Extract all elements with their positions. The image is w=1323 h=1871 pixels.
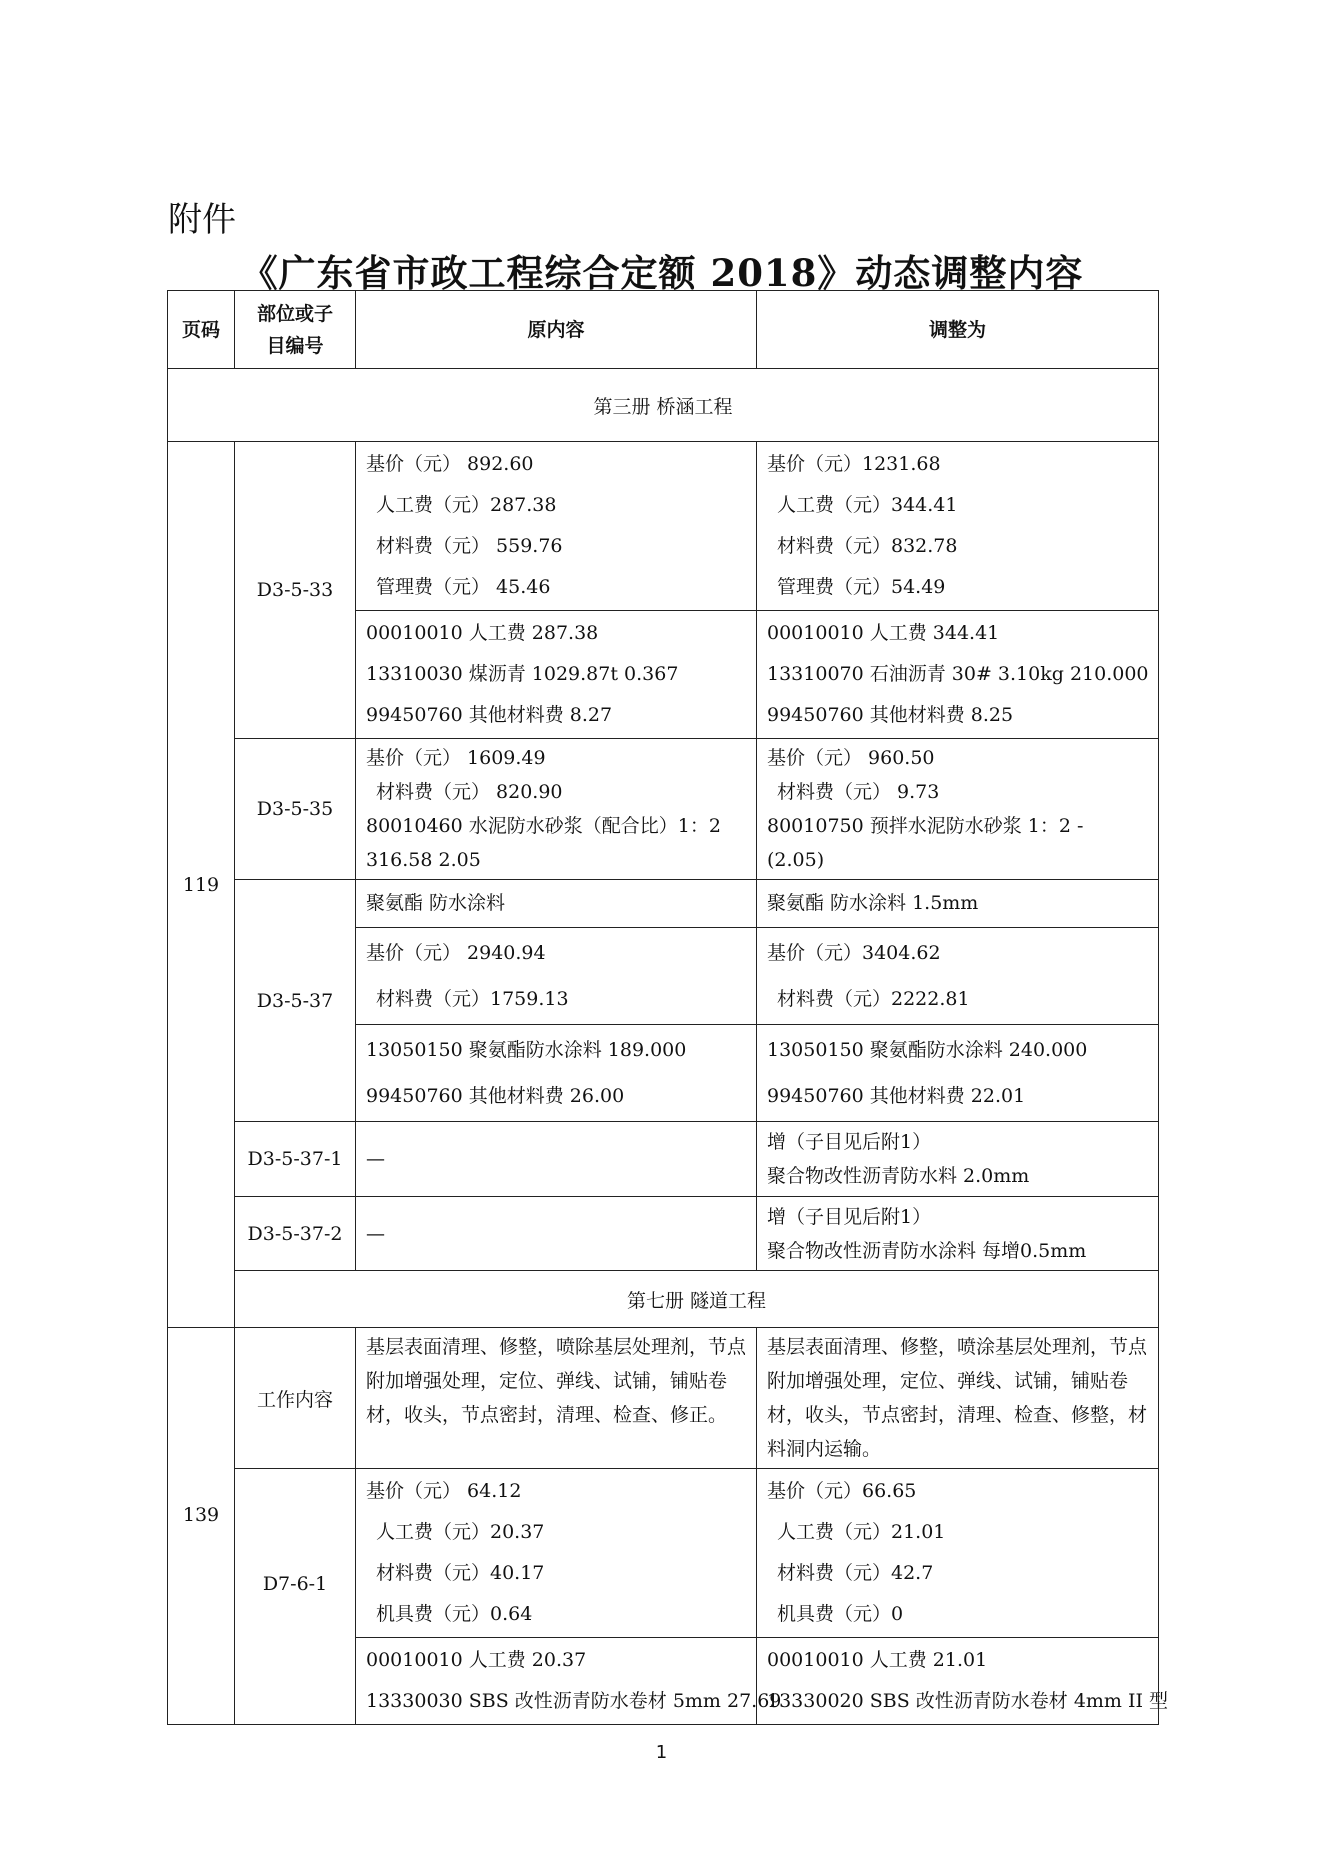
original-cell: 13050150 聚氨酯防水涂料 189.000 99450760 其他材料费 26.00 [356, 1025, 757, 1122]
original-cell: 聚氨酯 防水涂料 [356, 880, 757, 928]
table-row [168, 1328, 1159, 1469]
table-row [168, 1197, 1159, 1271]
original-cell: — [356, 1197, 757, 1271]
header-adjusted: 调整为 [757, 291, 1159, 369]
original-cell: — [356, 1122, 757, 1197]
table-row [168, 442, 1159, 611]
header-original: 原内容 [356, 291, 757, 369]
item-code: D3-5-33 [235, 442, 356, 739]
adjusted-cell: 00010010 人工费 21.01 13330020 SBS 改性沥青防水卷材 4mm II 型 [757, 1638, 1159, 1725]
table-header-row [168, 291, 1159, 369]
original-cell: 00010010 人工费 20.37 13330030 SBS 改性沥青防水卷材 5mm 27.69 [356, 1638, 757, 1725]
item-code: D3-5-37 [235, 880, 356, 1122]
page-number: 1 [655, 1742, 668, 1763]
adjusted-cell: 聚氨酯 防水涂料 1.5mm [757, 880, 1159, 928]
header-item: 部位或子 目编号 [235, 291, 356, 369]
adjusted-cell: 基价（元） 960.50 材料费（元） 9.73 80010750 预拌水泥防水砂浆 1：2 - (2.05) [757, 739, 1159, 880]
item-code: D7-6-1 [235, 1469, 356, 1725]
adjusted-cell: 基层表面清理、修整，喷涂基层处理剂，节点附加增强处理，定位、弹线、试铺，铺贴卷材，收头，节点密封，清理、检查、修整，材料洞内运输。 [757, 1328, 1159, 1469]
item-code: D3-5-37-1 [235, 1122, 356, 1197]
section-row [168, 369, 1159, 442]
section-bridge: 第三册 桥涵工程 [168, 369, 1159, 442]
document-title: 《广东省市政工程综合定额 2018》动态调整内容 [240, 251, 1084, 295]
original-cell: 基价（元） 1609.49 材料费（元） 820.90 80010460 水泥防水砂浆（配合比）1：2 316.58 2.05 [356, 739, 757, 880]
adjusted-cell: 增（子目见后附1） 聚合物改性沥青防水涂料 每增0.5mm [757, 1197, 1159, 1271]
original-cell: 00010010 人工费 287.38 13310030 煤沥青 1029.87t 0.367 99450760 其他材料费 8.27 [356, 611, 757, 739]
original-cell: 基层表面清理、修整，喷除基层处理剂，节点附加增强处理，定位、弹线、试铺，铺贴卷材，收头，节点密封，清理、检查、修正。 [356, 1328, 757, 1469]
page-cell: 119 [168, 442, 235, 1328]
item-code: D3-5-35 [235, 739, 356, 880]
original-cell: 基价（元） 2940.94 材料费（元）1759.13 [356, 928, 757, 1025]
page-cell: 139 [168, 1328, 235, 1725]
adjusted-cell: 基价（元）66.65 人工费（元）21.01 材料费（元）42.7 机具费（元）0 [757, 1469, 1159, 1638]
section-tunnel: 第七册 隧道工程 [235, 1271, 1159, 1328]
item-code: 工作内容 [235, 1328, 356, 1469]
table-row [168, 739, 1159, 880]
adjusted-cell: 增（子目见后附1） 聚合物改性沥青防水料 2.0mm [757, 1122, 1159, 1197]
table-row [168, 1122, 1159, 1197]
adjusted-cell: 00010010 人工费 344.41 13310070 石油沥青 30# 3.10kg 210.000 99450760 其他材料费 8.25 [757, 611, 1159, 739]
table-row [168, 1469, 1159, 1638]
adjustment-table [167, 290, 1169, 1725]
section-row [168, 1271, 1159, 1328]
adjusted-cell: 基价（元）1231.68 人工费（元）344.41 材料费（元）832.78 管理费（元）54.49 [757, 442, 1159, 611]
header-page: 页码 [168, 291, 235, 369]
adjusted-cell: 基价（元）3404.62 材料费（元）2222.81 [757, 928, 1159, 1025]
original-cell: 基价（元） 892.60 人工费（元）287.38 材料费（元） 559.76 管理费（元） 45.46 [356, 442, 757, 611]
item-code: D3-5-37-2 [235, 1197, 356, 1271]
adjusted-cell: 13050150 聚氨酯防水涂料 240.000 99450760 其他材料费 22.01 [757, 1025, 1159, 1122]
table-row [168, 880, 1159, 928]
attachment-label: 附件 [168, 200, 236, 240]
original-cell: 基价（元） 64.12 人工费（元）20.37 材料费（元）40.17 机具费（元）0.64 [356, 1469, 757, 1638]
